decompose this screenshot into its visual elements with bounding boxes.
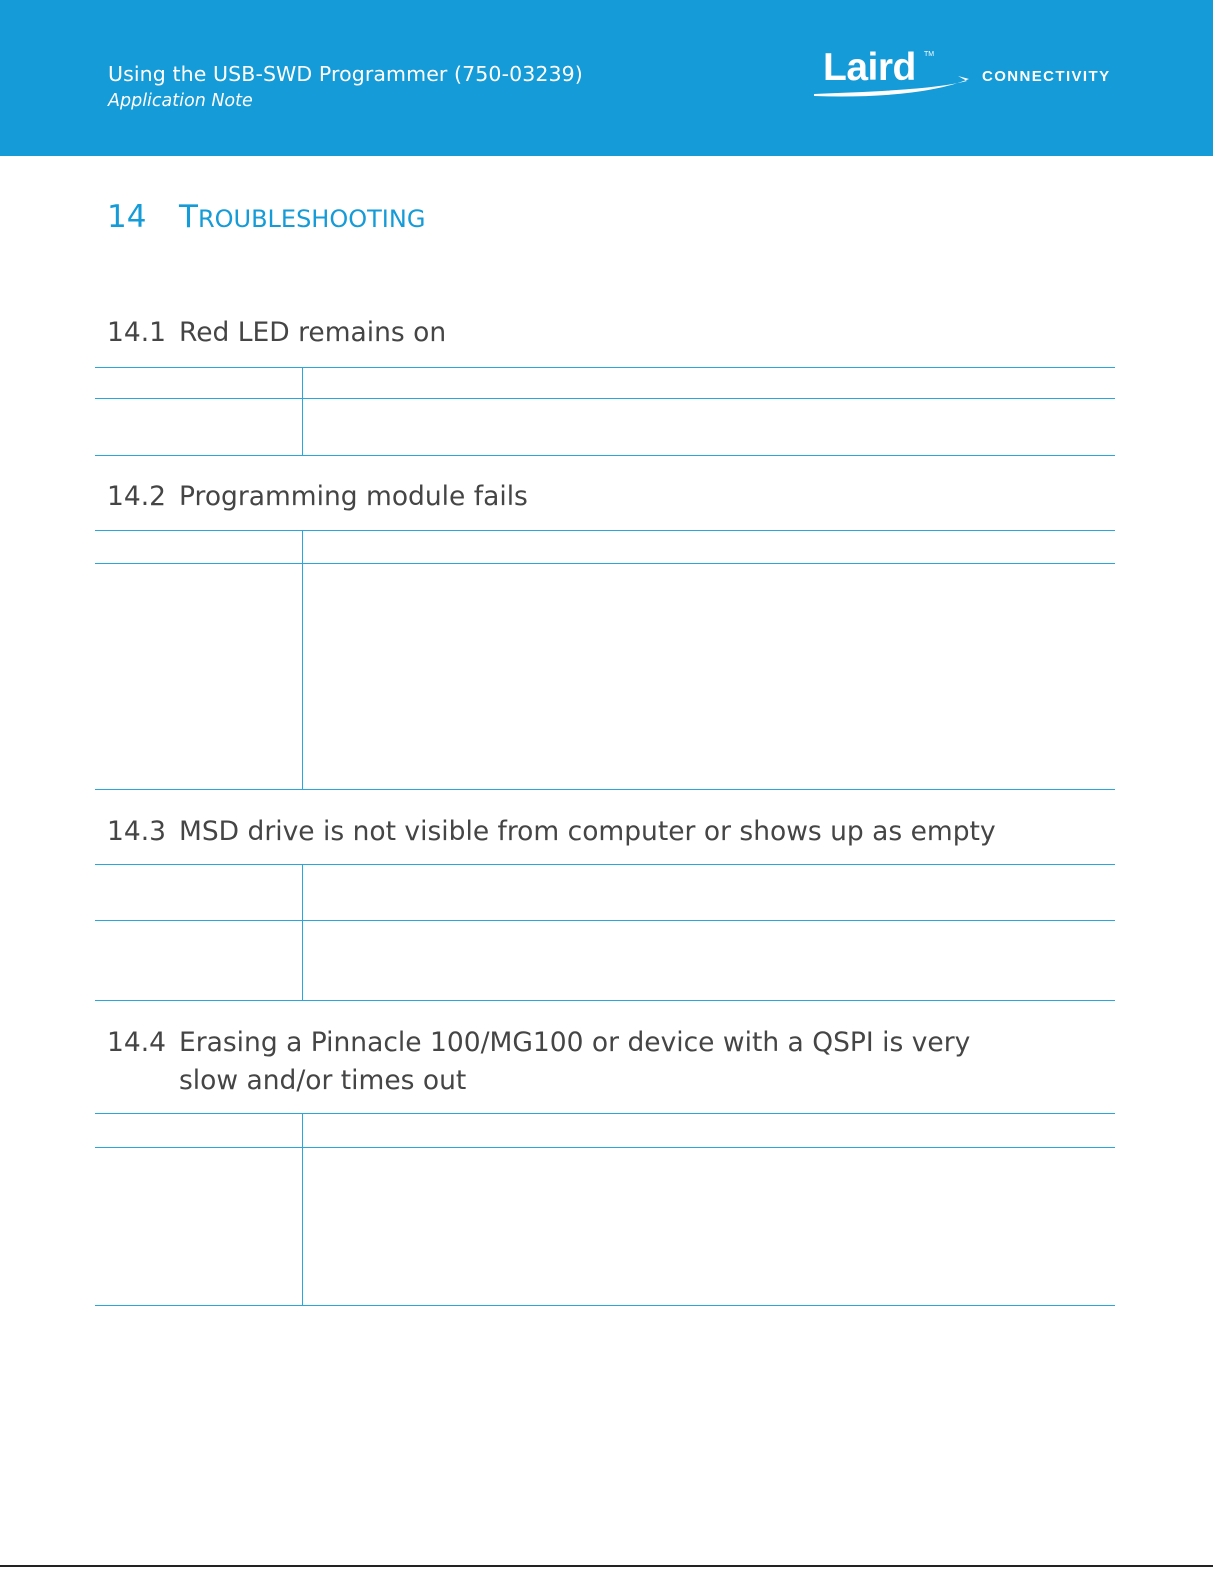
table-column-divider [302, 367, 303, 455]
table-rule [95, 455, 1115, 456]
table-column-divider [302, 864, 303, 1000]
chapter-heading [107, 199, 425, 235]
table-rule [95, 530, 1115, 531]
section-title: Red LED remains on [179, 317, 447, 348]
section-number: 14.3 [107, 816, 167, 847]
section-title-line-1: Erasing a Pinnacle 100/MG100 or device with a QSPI is very [179, 1027, 971, 1058]
section-number: 14.2 [107, 481, 167, 512]
table-rule [95, 920, 1115, 921]
table-rule [95, 864, 1115, 865]
logo-trademark: TM [924, 51, 935, 58]
table-rule [95, 398, 1115, 399]
logo-connectivity: CONNECTIVITY [982, 68, 1111, 85]
table-column-divider [302, 1113, 303, 1305]
table-rule [95, 1000, 1115, 1001]
chapter-number: 14 [107, 199, 147, 235]
laird-connectivity-logo [812, 48, 1122, 104]
table-rule [95, 1305, 1115, 1306]
footer-rule [0, 1565, 1213, 1567]
table-rule [95, 1147, 1115, 1148]
table-rule [95, 1113, 1115, 1114]
table-column-divider [302, 530, 303, 789]
table-rule [95, 367, 1115, 368]
table-rule [95, 563, 1115, 564]
document-subtitle: Application Note [108, 91, 253, 111]
section-number: 14.4 [107, 1027, 167, 1058]
document-title: Using the USB-SWD Programmer (750-03239) [108, 62, 583, 86]
chapter-title-initial: T [179, 199, 198, 235]
chapter-title-rest: ROUBLESHOOTING [197, 205, 426, 233]
section-title-line-2: slow and/or times out [179, 1065, 467, 1096]
section-title: MSD drive is not visible from computer or shows up as empty [179, 816, 996, 847]
page-header [0, 0, 1213, 156]
logo-wordmark: Laird [823, 46, 916, 89]
table-rule [95, 789, 1115, 790]
section-number: 14.1 [107, 317, 167, 348]
section-title: Programming module fails [179, 481, 528, 512]
